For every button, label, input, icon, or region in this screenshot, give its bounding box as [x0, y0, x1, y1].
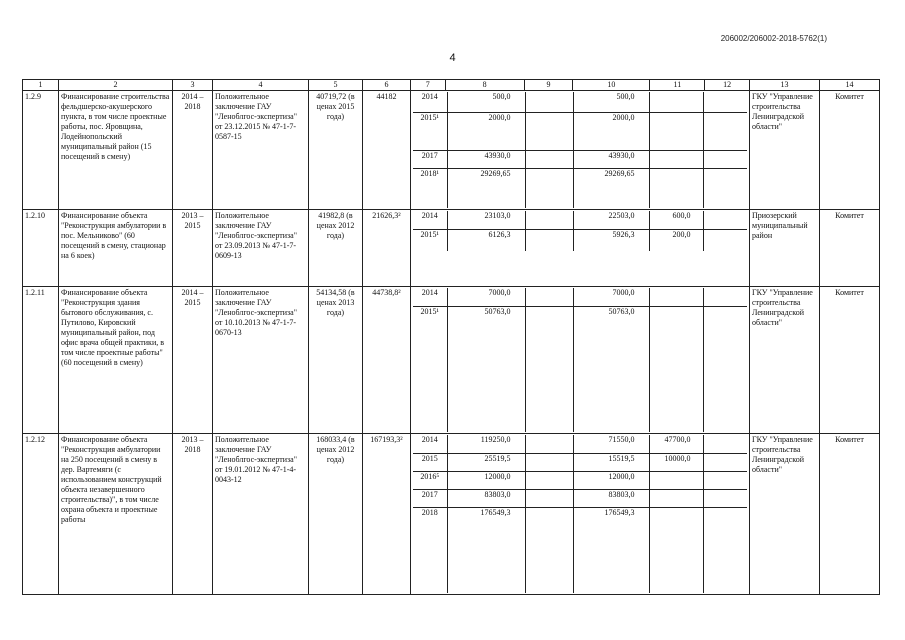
- local-amount: [649, 306, 703, 432]
- column-header: 11: [650, 80, 705, 91]
- column-header: 4: [213, 80, 309, 91]
- expert-conclusion: Положительное заключение ГАУ "Леноблгос-экспертиза" от 23.12.2015 № 47-1-7-0587-15: [213, 91, 309, 210]
- total-amount: 119250,0: [447, 435, 525, 453]
- column-number-header-row: [23, 80, 880, 91]
- year-row: [413, 211, 747, 229]
- customer: ГКУ "Управление строительства Ленинградской области": [750, 287, 820, 434]
- customer: ГКУ "Управление строительства Ленинградской области": [750, 91, 820, 210]
- federal-amount: [525, 288, 573, 306]
- regional-amount: 5926,3: [573, 229, 649, 251]
- expert-conclusion: Положительное заключение ГАУ "Леноблгос-экспертиза" от 19.01.2012 № 47-1-4-0043-12: [213, 434, 309, 595]
- federal-amount: [525, 435, 573, 453]
- other-amount: [703, 471, 747, 489]
- federal-amount: [525, 507, 573, 593]
- other-amount: [703, 168, 747, 208]
- customer: Приозерский муниципальный район: [750, 210, 820, 287]
- column-header: 7: [411, 80, 446, 91]
- estimated-cost: 41982,8 (в ценах 2012 года): [309, 210, 363, 287]
- year-row: [413, 306, 747, 432]
- regional-amount: 15519,5: [573, 453, 649, 471]
- estimated-cost: 40719,72 (в ценах 2015 года): [309, 91, 363, 210]
- expert-conclusion: Положительное заключение ГАУ "Леноблгос-экспертиза" от 10.10.2013 № 47-1-7-0670-13: [213, 287, 309, 434]
- other-amount: [703, 435, 747, 453]
- year-row: [413, 489, 747, 507]
- measure-name: Финансирование объекта "Реконструкция амбулатории на 250 посещений в смену в дер. Вартемяги (с использованием конструкций объекта незавершенного строительства)", в том числе охрана объекта и проектные работы: [59, 434, 173, 595]
- year: 2018: [413, 507, 447, 593]
- year-row: [413, 168, 747, 208]
- year-row: [413, 435, 747, 453]
- year: 2015: [413, 453, 447, 471]
- local-amount: 600,0: [649, 211, 703, 229]
- year-breakdown-table: [413, 288, 747, 432]
- column-header: 3: [173, 80, 213, 91]
- federal-amount: [525, 211, 573, 229]
- total-amount: 25519,5: [447, 453, 525, 471]
- federal-amount: [525, 92, 573, 112]
- other-amount: [703, 288, 747, 306]
- year: 2017: [413, 150, 447, 168]
- column-header: 12: [705, 80, 750, 91]
- column-header: 5: [309, 80, 363, 91]
- row-number: 1.2.11: [23, 287, 59, 434]
- row-number: 1.2.12: [23, 434, 59, 595]
- table-row: [23, 210, 880, 287]
- measure-name: Финансирование объекта "Реконструкция амбулатории в пос. Мельниково" (60 посещений в смену, стационар на 6 коек): [59, 210, 173, 287]
- remaining-cost: 44738,8²: [363, 287, 411, 434]
- estimated-cost: 54134,58 (в ценах 2013 года): [309, 287, 363, 434]
- regional-amount: 22503,0: [573, 211, 649, 229]
- page-number: 4: [449, 52, 456, 64]
- year: 2016⁵: [413, 471, 447, 489]
- year-row: [413, 471, 747, 489]
- financing-by-year: [411, 287, 750, 434]
- local-amount: 47700,0: [649, 435, 703, 453]
- column-header: 13: [750, 80, 820, 91]
- federal-amount: [525, 229, 573, 251]
- year-row: [413, 229, 747, 251]
- local-amount: [649, 489, 703, 507]
- local-amount: [649, 112, 703, 150]
- regional-amount: 2000,0: [573, 112, 649, 150]
- local-amount: [649, 168, 703, 208]
- other-amount: [703, 112, 747, 150]
- column-header: 6: [363, 80, 411, 91]
- total-amount: 500,0: [447, 92, 525, 112]
- year: 2018¹: [413, 168, 447, 208]
- column-header: 14: [820, 80, 880, 91]
- financing-by-year: [411, 91, 750, 210]
- table-row: [23, 287, 880, 434]
- total-amount: 83803,0: [447, 489, 525, 507]
- remaining-cost: 167193,3²: [363, 434, 411, 595]
- local-amount: [649, 92, 703, 112]
- remaining-cost: 44182: [363, 91, 411, 210]
- local-amount: [649, 507, 703, 593]
- federal-amount: [525, 489, 573, 507]
- column-header: 2: [59, 80, 173, 91]
- customer: ГКУ "Управление строительства Ленинградской области": [750, 434, 820, 595]
- year: 2015¹: [413, 112, 447, 150]
- total-amount: 6126,3: [447, 229, 525, 251]
- measure-name: Финансирование строительства фельдшерско-акушерского пункта, в том числе проектные работы, пос. Яровщина, Лодейнопольский муниципальный район (15 посещений в смену): [59, 91, 173, 210]
- financing-by-year: [411, 434, 750, 595]
- regional-amount: 83803,0: [573, 489, 649, 507]
- column-header: 10: [573, 80, 650, 91]
- estimated-cost: 168033,4 (в ценах 2012 года): [309, 434, 363, 595]
- year-breakdown-table: [413, 92, 747, 208]
- row-number: 1.2.9: [23, 91, 59, 210]
- program-table: [22, 79, 880, 595]
- column-header: 8: [445, 80, 524, 91]
- year: 2014: [413, 211, 447, 229]
- year: 2015¹: [413, 306, 447, 432]
- other-amount: [703, 229, 747, 251]
- local-amount: [649, 288, 703, 306]
- total-amount: 29269,65: [447, 168, 525, 208]
- regional-amount: 43930,0: [573, 150, 649, 168]
- federal-amount: [525, 112, 573, 150]
- total-amount: 7000,0: [447, 288, 525, 306]
- financing-by-year: [411, 210, 750, 287]
- total-amount: 12000,0: [447, 471, 525, 489]
- year: 2015¹: [413, 229, 447, 251]
- expert-conclusion: Положительное заключение ГАУ "Леноблгос-экспертиза" от 23.09.2013 № 47-1-7-0609-13: [213, 210, 309, 287]
- year-breakdown-table: [413, 211, 747, 251]
- regional-amount: 29269,65: [573, 168, 649, 208]
- measure-name: Финансирование объекта "Реконструкция здания бытового обслуживания, с. Путилово, Кировский муниципальный район, под офис врача общей практики, в том числе проектные работы" (60 посещений в смену): [59, 287, 173, 434]
- total-amount: 2000,0: [447, 112, 525, 150]
- year-row: [413, 92, 747, 112]
- column-header: 9: [524, 80, 573, 91]
- responsible-executor: Комитет: [820, 287, 880, 434]
- other-amount: [703, 150, 747, 168]
- regional-amount: 12000,0: [573, 471, 649, 489]
- local-amount: [649, 471, 703, 489]
- federal-amount: [525, 168, 573, 208]
- responsible-executor: Комитет: [820, 434, 880, 595]
- row-number: 1.2.10: [23, 210, 59, 287]
- other-amount: [703, 489, 747, 507]
- year-row: [413, 288, 747, 306]
- column-header: 1: [23, 80, 59, 91]
- regional-amount: 71550,0: [573, 435, 649, 453]
- total-amount: 43930,0: [447, 150, 525, 168]
- year-breakdown-table: [413, 435, 747, 593]
- remaining-cost: 21626,3²: [363, 210, 411, 287]
- regional-amount: 176549,3: [573, 507, 649, 593]
- year-row: [413, 453, 747, 471]
- year-row: [413, 150, 747, 168]
- other-amount: [703, 453, 747, 471]
- year: 2017: [413, 489, 447, 507]
- responsible-executor: Комитет: [820, 91, 880, 210]
- federal-amount: [525, 306, 573, 432]
- year: 2014: [413, 92, 447, 112]
- year: 2014: [413, 288, 447, 306]
- other-amount: [703, 211, 747, 229]
- implementation-period: 2014 – 2018: [173, 91, 213, 210]
- table-row: [23, 91, 880, 210]
- year-row: [413, 507, 747, 593]
- federal-amount: [525, 150, 573, 168]
- total-amount: 50763,0: [447, 306, 525, 432]
- implementation-period: 2014 – 2015: [173, 287, 213, 434]
- other-amount: [703, 507, 747, 593]
- implementation-period: 2013 – 2015: [173, 210, 213, 287]
- local-amount: [649, 150, 703, 168]
- year-row: [413, 112, 747, 150]
- federal-amount: [525, 471, 573, 489]
- federal-amount: [525, 453, 573, 471]
- implementation-period: 2013 – 2018: [173, 434, 213, 595]
- regional-amount: 7000,0: [573, 288, 649, 306]
- local-amount: 10000,0: [649, 453, 703, 471]
- table-row: [23, 434, 880, 595]
- year: 2014: [413, 435, 447, 453]
- responsible-executor: Комитет: [820, 210, 880, 287]
- regional-amount: 500,0: [573, 92, 649, 112]
- document-id: 206002/206002-2018-5762(1): [720, 34, 827, 43]
- total-amount: 176549,3: [447, 507, 525, 593]
- other-amount: [703, 306, 747, 432]
- other-amount: [703, 92, 747, 112]
- total-amount: 23103,0: [447, 211, 525, 229]
- local-amount: 200,0: [649, 229, 703, 251]
- regional-amount: 50763,0: [573, 306, 649, 432]
